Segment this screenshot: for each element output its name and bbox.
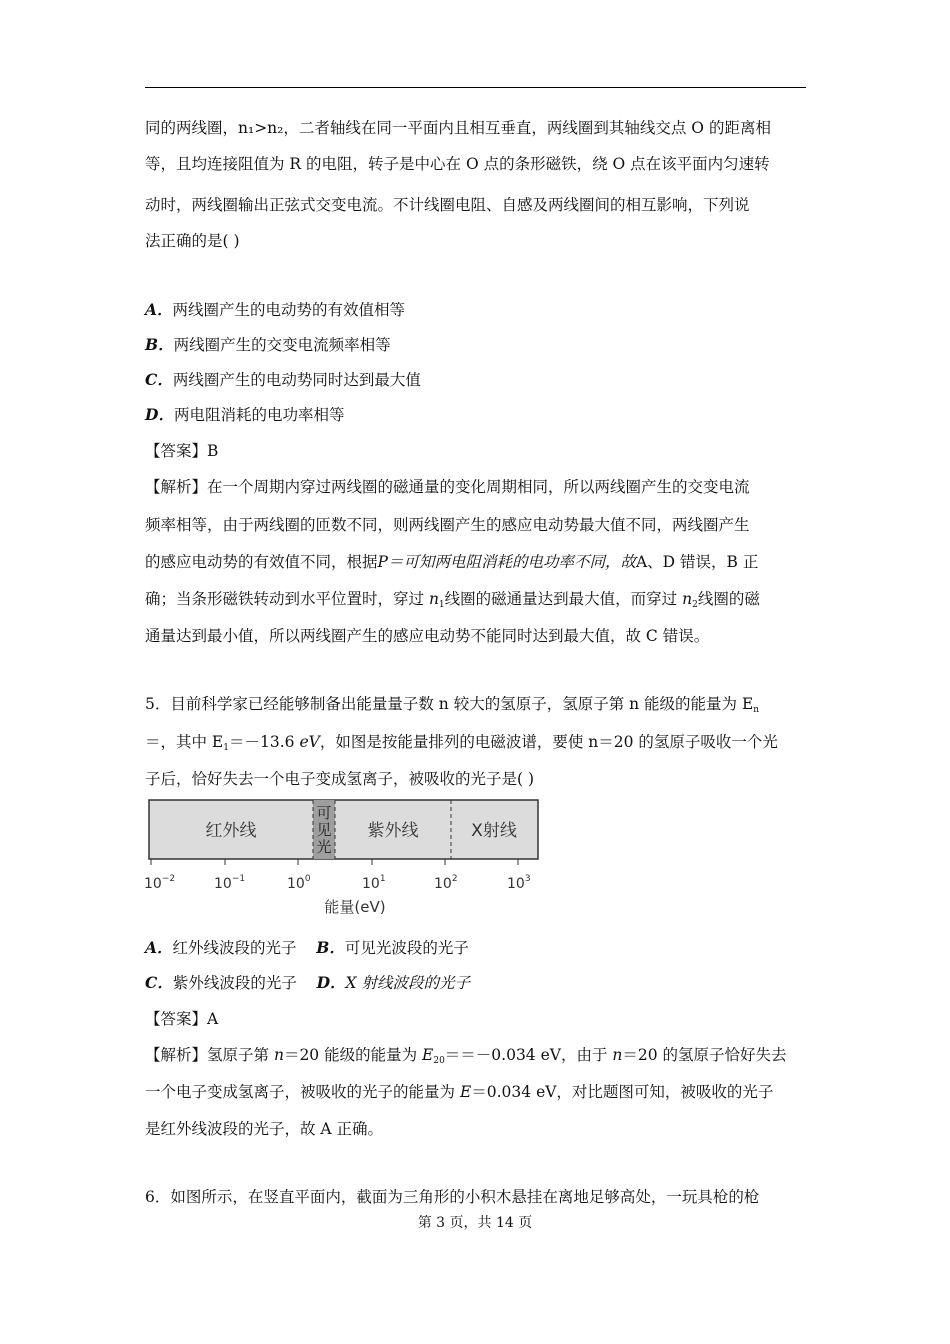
analysis-text: ＝20 能级的能量为 <box>283 1046 423 1064</box>
q6-stem-line-1: 6．如图所示，在竖直平面内，截面为三角形的小积木悬挂在离地足够高处，一玩具枪的枪 <box>145 1188 760 1206</box>
analysis-text: 线圈的磁 <box>697 590 760 608</box>
tick-label: $10^1$ <box>362 874 386 892</box>
tick-label: $10^0$ <box>287 874 311 892</box>
analysis-text: 确；当条形磁铁转动到水平位置时，穿过 <box>145 590 429 608</box>
axis-label: 能量(eV) <box>324 898 386 916</box>
option-text: X 射线波段的光子 <box>345 974 470 992</box>
option-text: 红外线波段的光子 <box>172 939 297 957</box>
var-n: n <box>682 590 693 608</box>
analysis-tag: 【解析】 <box>145 1046 208 1064</box>
stem-text: 5．目前科学家已经能够制备出能量量子数 n 较大的氢原子，氢原子第 n 能级的能量为 E <box>145 695 754 713</box>
option-label: B． <box>145 335 174 354</box>
var-n: n <box>612 1046 623 1064</box>
q4-analysis-line-1 <box>145 476 750 498</box>
q5-analysis-line-2 <box>145 1081 773 1103</box>
unit-ev: eV <box>299 733 320 751</box>
option-text: 两电阻消耗的电功率相等 <box>173 406 345 424</box>
option-label: D． <box>316 973 346 992</box>
option-text: 紫外线波段的光子 <box>172 974 297 992</box>
band-xray: X射线 <box>471 821 517 841</box>
axis-ticks <box>151 859 518 865</box>
tick-label: $10^{-1}$ <box>214 874 246 892</box>
analysis-italic: P＝可知两电阻消耗的电功率不同，故 <box>377 553 636 571</box>
q5-option-d[interactable] <box>317 974 470 992</box>
q4-stem-line-1: 同的两线圈，n₁>n₂，二者轴线在同一平面内且相互垂直，两线圈到其轴线交点 O 的距离相 <box>145 119 771 137</box>
analysis-text: ＝20 的氢原子恰好失去 <box>622 1046 787 1064</box>
subscript: 1 <box>223 743 229 753</box>
q4-analysis-line-3 <box>145 551 758 573</box>
q4-stem-line-4: 法正确的是( ) <box>145 232 240 250</box>
q5-stem-line-3: 子后，恰好失去一个电子变成氢离子，被吸收的光子是( ) <box>145 770 535 788</box>
header-rule <box>145 87 806 88</box>
q5-analysis-line-3: 是红外线波段的光子，故 A 正确。 <box>145 1120 384 1138</box>
q4-option-d[interactable] <box>145 404 344 426</box>
option-label: B． <box>316 938 345 957</box>
q5-option-a[interactable] <box>145 939 297 957</box>
stem-text: ＝－13.6 <box>228 733 300 751</box>
q4-answer: 【答案】B <box>145 442 219 460</box>
band-visible-2: 见 <box>316 821 332 839</box>
tick-label: $10^2$ <box>434 874 458 892</box>
stem-text: ＝，其中 E <box>145 733 224 751</box>
option-text: 两线圈产生的交变电流频率相等 <box>173 336 391 354</box>
var-n: n <box>428 590 439 608</box>
subscript: 20 <box>433 1056 445 1066</box>
q4-analysis-line-4 <box>145 588 760 610</box>
em-spectrum-diagram <box>140 798 550 918</box>
q5-stem-line-2 <box>145 731 778 753</box>
q5-options-row-1 <box>145 937 469 959</box>
analysis-text: 线圈的磁通量达到最大值，而穿过 <box>444 590 683 608</box>
analysis-text: 氢原子第 <box>207 1046 274 1064</box>
q4-stem-line-3: 动时，两线圈输出正弦式交变电流。不计线圈电阻、自感及两线圈间的相互影响，下列说 <box>145 196 750 214</box>
q5-analysis-line-1 <box>145 1044 787 1066</box>
q5-stem-line-1 <box>145 693 759 715</box>
band-visible-1: 可 <box>316 804 332 822</box>
option-label: C． <box>145 973 173 992</box>
subscript: 1 <box>438 600 445 610</box>
stem-text: ，如图是按能量排列的电磁波谱，要使 n＝20 的氢原子吸收一个光 <box>319 733 778 751</box>
analysis-text: ＝＝－0.034 eV，由于 <box>444 1046 613 1064</box>
q4-stem-line-2: 等，且均连接阻值为 R 的电阻，转子是中心在 O 点的条形磁铁，绕 O 点在该平面内匀速转 <box>145 155 770 173</box>
option-label: C． <box>145 370 173 389</box>
q4-analysis-line-2: 频率相等，由于两线圈的匝数不同，则两线圈产生的感应电动势最大值不同，两线圈产生 <box>145 516 750 534</box>
option-text: 可见光波段的光子 <box>344 939 469 957</box>
var-e: E <box>459 1083 472 1101</box>
analysis-text: ＝0.034 eV，对比题图可知，被吸收的光子 <box>471 1083 774 1101</box>
subscript: n <box>753 705 760 715</box>
q5-option-c[interactable] <box>145 974 297 992</box>
analysis-tag: 【解析】 <box>145 478 208 496</box>
page-footer: 第 3 页，共 14 页 <box>417 1215 533 1231</box>
tick-label: $10^{-2}$ <box>144 874 176 892</box>
option-text: 两线圈产生的电动势同时达到最大值 <box>172 371 421 389</box>
band-infrared: 红外线 <box>205 821 257 841</box>
q5-options-row-2 <box>145 972 470 994</box>
q5-option-b[interactable] <box>316 939 469 957</box>
analysis-text: 的感应电动势的有效值不同，根据 <box>145 553 378 571</box>
analysis-text: 一个电子变成氢离子，被吸收的光子的能量为 <box>145 1083 460 1101</box>
q4-option-b[interactable] <box>145 334 391 356</box>
var-n: n <box>273 1046 284 1064</box>
option-text: 两线圈产生的电动势的有效值相等 <box>172 301 406 319</box>
option-label: A． <box>145 938 173 957</box>
option-label: A． <box>145 300 173 319</box>
option-label: D． <box>145 405 174 424</box>
subscript: 2 <box>692 600 698 610</box>
q4-option-a[interactable] <box>145 299 405 321</box>
analysis-text: 在一个周期内穿过两线圈的磁通量的变化周期相同，所以两线圈产生的交变电流 <box>207 478 750 496</box>
band-ultraviolet: 紫外线 <box>367 821 419 841</box>
tick-label: $10^3$ <box>507 874 531 892</box>
q4-analysis-line-5: 通量达到最小值，所以两线圈产生的感应电动势不能同时达到最大值，故 C 错误。 <box>145 627 710 645</box>
q4-option-c[interactable] <box>145 369 421 391</box>
var-e: E <box>422 1046 434 1064</box>
band-visible-3: 光 <box>316 838 332 856</box>
analysis-text: A、D 错误，B 正 <box>635 553 759 571</box>
q5-answer: 【答案】A <box>145 1010 219 1028</box>
